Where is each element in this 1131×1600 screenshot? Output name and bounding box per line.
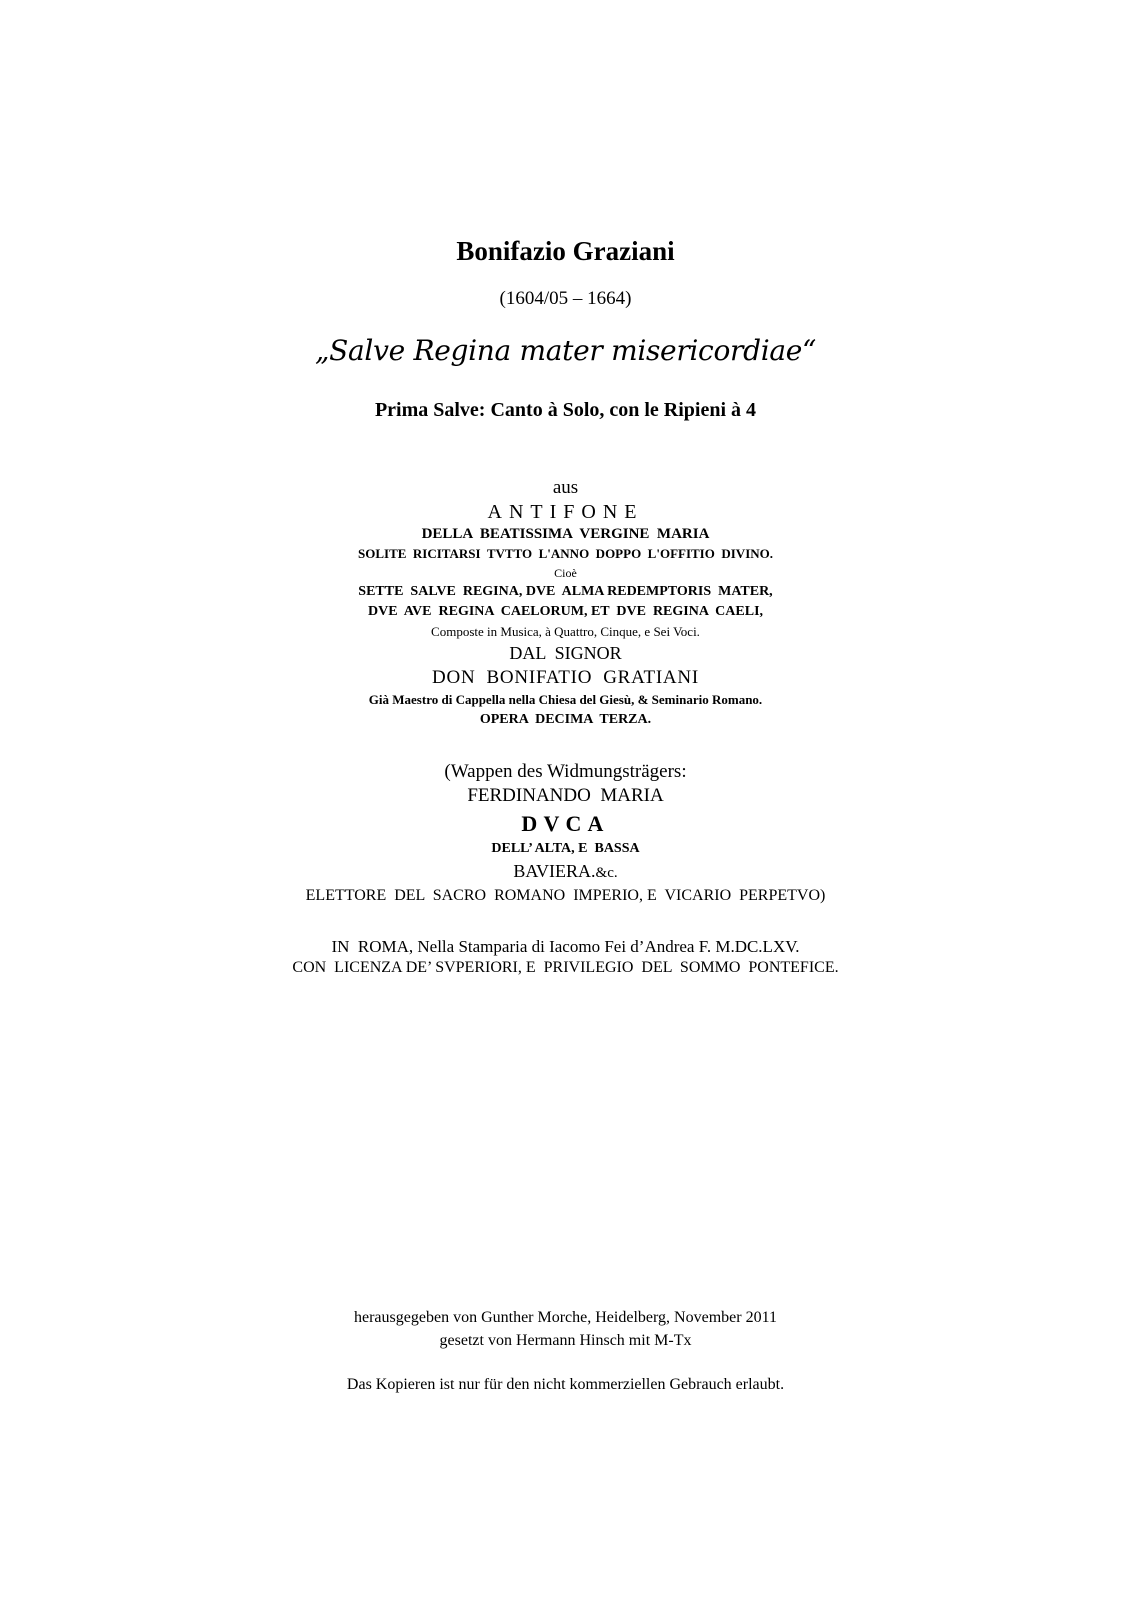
alta-line: DELL’ ALTA, E BASSA xyxy=(491,841,640,856)
baviera-text: BAVIERA. xyxy=(513,861,596,881)
opera-line: OPERA DECIMA TERZA. xyxy=(479,712,652,727)
editor-credit: herausgegeben von Gunther Morche, Heidelberg, November 2011 xyxy=(354,1309,777,1326)
source-line-2: SOLITE RICITARSI TVTTO L'ANNO DOPPO L'OFFITIO DIVINO. xyxy=(358,546,773,561)
imprint-line-1: IN ROMA, Nella Stamparia di Iacomo Fei d’Andrea F. M.DC.LXV. xyxy=(331,937,800,956)
cioe-label: Cioè xyxy=(554,566,577,580)
composer-name: Bonifazio Graziani xyxy=(456,236,675,266)
source-line-3: SETTE SALVE REGINA, DVE ALMA REDEMPTORIS MATER, xyxy=(358,584,773,599)
aus-label: aus xyxy=(552,477,579,498)
work-title: „Salve Regina mater misericordiae“ xyxy=(314,334,817,367)
maestro-line: Già Maestro di Cappella nella Chiesa del Giesù, & Seminario Romano. xyxy=(368,692,763,707)
dal-signor: DAL SIGNOR xyxy=(509,643,622,663)
imprint-line-2: CON LICENZA DE’ SVPERIORI, E PRIVILEGIO DEL SOMMO PONTEFICE. xyxy=(292,959,839,976)
work-subtitle: Prima Salve: Canto à Solo, con le Ripieni à 4 xyxy=(374,399,757,421)
setter-credit: gesetzt von Hermann Hinsch mit M-Tx xyxy=(439,1332,692,1349)
composer-dates: (1604/05 – 1664) xyxy=(499,288,632,309)
duca-line: DVCA xyxy=(521,811,610,836)
wappen-line: (Wappen des Widmungsträgers: xyxy=(444,761,687,782)
antifone-heading: ANTIFONE xyxy=(487,501,644,523)
elettore-line: ELETTORE DEL SACRO ROMANO IMPERIO, E VICARIO PERPETVO) xyxy=(305,887,826,904)
baviera-line xyxy=(0,862,1131,881)
baviera-suffix: &c. xyxy=(595,865,618,881)
source-line-1: DELLA BEATISSIMA VERGINE MARIA xyxy=(421,526,710,542)
composte-line: Composte in Musica, à Quattro, Cinque, e Sei Voci. xyxy=(431,624,700,639)
copy-license: Das Kopieren ist nur für den nicht kommerziellen Gebrauch erlaubt. xyxy=(346,1376,785,1393)
ferdinando-line: FERDINANDO MARIA xyxy=(467,785,664,806)
don-bonifatio: DON BONIFATIO GRATIANI xyxy=(432,667,699,688)
source-line-4: DVE AVE REGINA CAELORUM, ET DVE REGINA CAELI, xyxy=(367,604,764,619)
